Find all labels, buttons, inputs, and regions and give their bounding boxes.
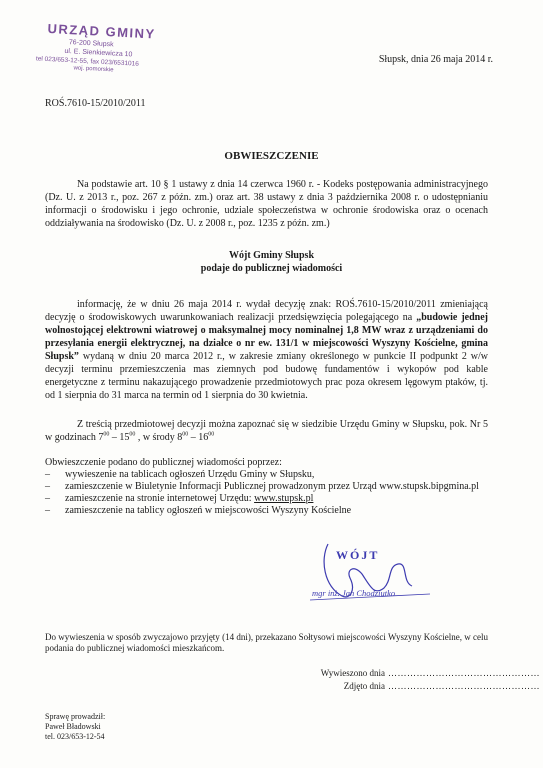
wednesday-text: , w środy: [135, 432, 178, 443]
office-hours-text: Z treścią przedmiotowej decyzji można zapoznać się w siedzibie Urzędu Gminy w Słupsku, pok. Nr 5 w godzinach: [45, 419, 488, 443]
decision-text-b: wydaną w dniu 20 marca 2012 r., w zakresie zmiany określonego w punkcie II podpunkt 2 w/w decyzji terminu przemieszczenia mas ziemnych pod budowę fundamentów i wykopów pod kable energetyczne z terminu nakazującego prowadzenie przedmiotowych prac poza okresem lęgowym ptaków, tj. od 1 sierpnia do 31 marca na termin od 1 sierpnia do 30 kwietnia.: [45, 351, 488, 401]
issuer-subheading: podaje do publicznej wiadomości: [200, 263, 343, 274]
wed-hour-from: 8: [177, 432, 183, 443]
prepared-phone: tel. 023/653-12-54: [45, 732, 105, 741]
wed-hour-dash: –: [188, 432, 199, 443]
posting-instruction: Do wywieszenia w sposób zwyczajowo przyjęty (14 dni), przekazano Sołtysowi miejscowości Wyszyny Kościelne, w celu podania do publicznej wiadomości mieszkańcom.: [45, 632, 488, 653]
wed-hour-to: 16: [198, 432, 209, 443]
publication-notice: [45, 457, 505, 517]
stamp-line-city: 76-200 Słupsk: [68, 39, 114, 49]
notice-list: [45, 469, 505, 517]
decision-text-a: informację, że w dniu 26 maja 2014 r. wydał decyzję znak: ROŚ.7610-15/2010/2011 zmieniającą decyzję o środowiskowych uwarunkowaniach realizacji przedsięwzięcia polegającego na: [45, 299, 488, 323]
prepared-name: Paweł Bładowski: [45, 722, 101, 731]
stamp-line-phone: tel 023/653-12-55, fax 023/6531016: [35, 55, 140, 68]
list-item: – zamieszczenie w Biuletynie Informacji Publicznej prowadzonym przez Urząd www.stupsk.bipgmina.pl: [45, 481, 505, 493]
signature-title: WÓJT: [336, 548, 380, 562]
list-item: – wywieszenie na tablicach ogłoszeń Urzędu Gminy w Słupsku,: [45, 469, 505, 481]
office-hours-paragraph: [45, 418, 488, 444]
stamp-line-street: ul. E. Sienkiewicza 10: [64, 47, 133, 59]
office-stamp: [27, 20, 170, 85]
prepared-label: Sprawę prowadził:: [45, 712, 106, 721]
stamp-line-office: URZĄD GMINY: [47, 20, 157, 42]
project-description: „budowie jednej wolnostojącej elektrowni wiatrowej o maksymalnej mocy nominalnej 1,8 MW wraz z urządzeniami do przesyłania energii elektrycznej, na działce o nr ew. 131/1 w miejscowości Wyszyny Kościelne, gmina Słupsk”: [45, 312, 488, 362]
hour-to-minutes: 00: [129, 431, 136, 438]
hour-dash: –: [109, 432, 120, 443]
hour-from-minutes: 00: [103, 431, 110, 438]
issuer-heading: Wójt Gminy Słupsk: [228, 250, 315, 261]
document-title: OBWIESZCZENIE: [224, 150, 319, 162]
signature-name: mgr inż. Jan Chodziutko: [312, 588, 396, 598]
decision-paragraph: [45, 298, 488, 402]
list-item: – zamieszczenie na tablicy ogłoszeń w miejscowości Wyszyny Kościelne: [45, 505, 505, 517]
posted-label: Wywieszono dnia: [320, 668, 385, 678]
handwritten-signature-icon: [290, 530, 450, 615]
removed-dots: …………………………………………: [388, 681, 540, 691]
hour-from: 7: [98, 432, 104, 443]
list-item: [45, 493, 505, 505]
wed-hour-from-minutes: 00: [182, 431, 189, 438]
website-link[interactable]: www.stupsk.pl: [254, 493, 314, 504]
reference-number: ROŚ.7610-15/2010/2011: [45, 98, 146, 109]
place-and-date: Słupsk, dnia 26 maja 2014 r.: [378, 54, 493, 65]
removed-label: Zdjęto dnia: [343, 681, 385, 691]
legal-basis-paragraph: Na podstawie art. 10 § 1 ustawy z dnia 14 czerwca 1960 r. - Kodeks postępowania administracyjnego (Dz. U. z 2013 r., poz. 267 z późn. zm.) oraz art. 38 ustawy z dnia 3 października 2008 r. o udostępnianiu informacji o środowisku i jego ochronie, udziale społeczeństwa w ochronie środowiska oraz o ocenach oddziaływania na środowisko (Dz. U. z 2008 r., poz. 1235 z późn. zm.): [45, 179, 488, 229]
notice-heading: Obwieszczenie podano do publicznej wiadomości poprzez:: [45, 457, 282, 468]
wed-hour-to-minutes: 00: [208, 431, 215, 438]
signature-block: [290, 530, 450, 615]
stamp-line-voivodeship: woj. pomorskie: [73, 65, 114, 74]
posted-dots: …………………………………………: [388, 668, 540, 678]
list-item-text: zamieszczenie na stronie internetowej Urzędu:: [65, 493, 255, 504]
prepared-by: [45, 712, 105, 742]
hour-to: 15: [119, 432, 130, 443]
